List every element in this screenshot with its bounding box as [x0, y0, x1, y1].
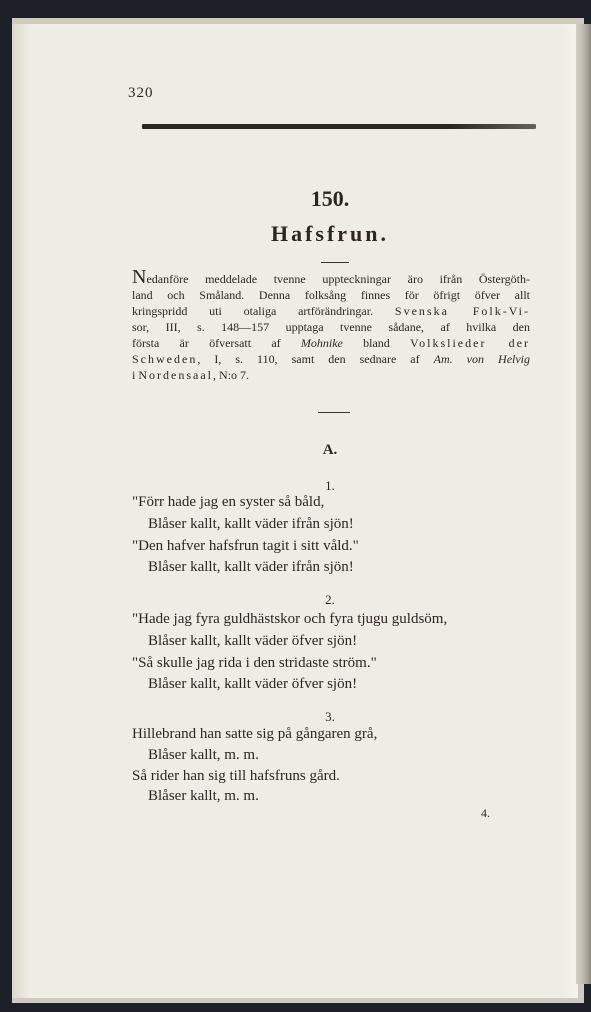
title-divider — [321, 262, 349, 263]
intro-line: land och Småland. Denna folksång finnes för öfrigt öfver allt — [132, 288, 530, 302]
book-page — [30, 24, 578, 998]
intro-paragraph — [132, 266, 531, 383]
verse-line: Blåser kallt, kallt väder öfver sjön! — [148, 676, 358, 692]
intro-line: första är öfversatt af Mohnike bland Volkslieder der — [132, 336, 531, 350]
song-number: 150. — [310, 186, 350, 211]
verse-line: Blåser kallt, m. m. — [148, 747, 259, 763]
verse-line: Blåser kallt, kallt väder ifrån sjön! — [148, 516, 354, 532]
initial-letter: N — [132, 266, 147, 288]
verse-line: "Hade jag fyra guldhästskor och fyra tjugu guldsöm, — [132, 611, 448, 627]
stanza-number: 1. — [325, 478, 335, 493]
verse-line: Blåser kallt, m. m. — [148, 788, 259, 804]
verse-line: "Förr hade jag en syster så båld, — [132, 494, 325, 510]
verse-line: Så rider han sig till hafsfruns gård. — [132, 768, 340, 784]
section-label: A. — [322, 442, 338, 458]
stanza-number: 2. — [325, 592, 335, 607]
intro-line: Schweden, I, s. 110, samt den sednare af Am. von Helvig — [132, 352, 531, 366]
header-rule — [142, 124, 536, 129]
page-number: 320 — [128, 85, 154, 101]
intro-line: sor, III, s. 148—157 upptaga tvenne sådane, af hvilka den — [132, 320, 530, 334]
catchword: 4. — [481, 806, 490, 820]
verse-line: Blåser kallt, kallt väder öfver sjön! — [148, 633, 358, 649]
verse-line: Hillebrand han satte sig på gångaren grå, — [132, 726, 378, 742]
verse-line: "Den hafver hafsfrun tagit i sitt våld." — [132, 538, 359, 554]
song-title: Hafsfrun. — [270, 221, 390, 246]
verse-line: "Så skulle jag rida i den stridaste ström." — [132, 655, 377, 671]
intro-divider — [318, 412, 350, 413]
stanza-number: 3. — [325, 709, 335, 724]
intro-line: i Nordensaal, N:o 7. — [132, 368, 249, 382]
intro-line: Nedanföre meddelade tvenne uppteckningar äro ifrån Östergöth- — [132, 266, 530, 288]
intro-line: kringspridd uti otaliga artförändringar. Svenska Folk-Vi- — [132, 304, 531, 318]
book-spine — [576, 24, 591, 984]
verse-line: Blåser kallt, kallt väder ifrån sjön! — [148, 559, 354, 575]
